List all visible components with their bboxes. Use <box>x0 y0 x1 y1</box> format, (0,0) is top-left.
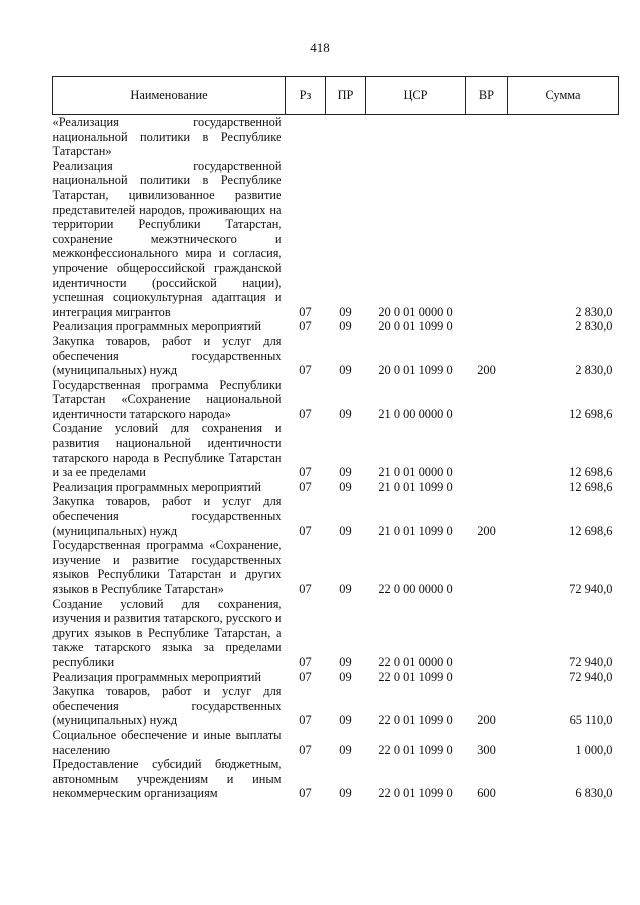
row-vr: 600 <box>477 786 496 801</box>
row-rz: 07 <box>299 713 312 728</box>
row-pr: 09 <box>339 669 352 684</box>
row-pr: 09 <box>339 582 352 596</box>
row-csr: 20 0 01 1099 0 <box>378 363 453 378</box>
row-vr: 200 <box>477 523 496 538</box>
row-name: Социальное обеспечение и иные выплаты населению <box>52 727 282 757</box>
row-csr: 22 0 01 1099 0 <box>378 786 453 801</box>
table-row <box>53 115 619 159</box>
row-pr <box>326 115 366 159</box>
row-csr: 21 0 01 1099 0 <box>378 523 453 538</box>
table-row <box>53 757 619 801</box>
header-sum: Сумма <box>508 77 619 115</box>
row-name: Государственная программа «Сохранение, изучение и развитие государственных языков Республики Татарстан и других языков в Республике Татарстан» <box>52 538 282 596</box>
row-csr: 21 0 01 0000 0 <box>378 465 453 480</box>
table-row <box>53 670 619 685</box>
row-vr: 200 <box>477 713 496 728</box>
row-rz: 07 <box>299 304 312 319</box>
row-vr <box>466 670 508 685</box>
row-sum: 2 830,0 <box>575 319 613 334</box>
table-row <box>53 421 619 479</box>
header-name: Наименование <box>53 77 286 115</box>
row-sum: 6 830,0 <box>575 786 613 801</box>
row-csr: 21 0 01 1099 0 <box>378 479 453 494</box>
row-pr: 09 <box>339 523 352 538</box>
row-sum <box>508 115 619 159</box>
table-row <box>53 538 619 596</box>
row-pr: 09 <box>339 304 352 319</box>
row-csr: 22 0 00 0000 0 <box>378 582 453 596</box>
row-sum: 12 698,6 <box>569 465 613 480</box>
row-csr: 22 0 01 1099 0 <box>378 742 453 757</box>
row-sum: 72 940,0 <box>569 582 613 596</box>
row-csr: 21 0 00 0000 0 <box>378 406 453 421</box>
row-vr <box>466 538 508 596</box>
table-row <box>53 684 619 728</box>
row-name: Реализация программных мероприятий <box>52 319 262 334</box>
table-row <box>53 334 619 378</box>
budget-table <box>52 76 619 801</box>
table-row <box>53 728 619 757</box>
row-pr: 09 <box>339 713 352 728</box>
row-rz: 07 <box>299 319 312 334</box>
table-body <box>53 115 619 801</box>
row-vr: 200 <box>477 363 496 378</box>
row-rz: 07 <box>299 363 312 378</box>
row-csr <box>366 115 466 159</box>
header-rz: Рз <box>286 77 326 115</box>
row-pr: 09 <box>339 363 352 378</box>
row-name: Реализация государственной национальной политики в Республике Татарстан, цивилизованное развитие представителей народов, проживающих на территории Республики Татарстан, сохранение межэтнического и межконфессионального мира и согласия, упрочение общероссийской гражданской идентичности (российской нации), успешная социокультурная адаптация и интеграция мигрантов <box>52 158 282 319</box>
row-name: Реализация программных мероприятий <box>52 479 262 494</box>
row-csr: 22 0 01 1099 0 <box>378 669 453 684</box>
header-vr: ВР <box>466 77 508 115</box>
row-name: Закупка товаров, работ и услуг для обеспечения государственных (муниципальных) нужд <box>52 684 282 728</box>
table-row <box>53 494 619 538</box>
row-pr: 09 <box>339 786 352 801</box>
row-pr: 09 <box>339 465 352 480</box>
table-row <box>53 597 619 670</box>
table-header <box>53 77 619 115</box>
row-csr: 20 0 01 0000 0 <box>378 304 453 319</box>
row-rz: 07 <box>299 742 312 757</box>
row-rz: 07 <box>299 465 312 480</box>
row-vr: 300 <box>477 742 496 757</box>
table-row <box>53 378 619 422</box>
table-row <box>53 159 619 320</box>
row-rz: 07 <box>299 523 312 538</box>
page-number: 418 <box>310 40 330 55</box>
row-sum: 12 698,6 <box>569 479 613 494</box>
row-sum: 2 830,0 <box>575 304 613 319</box>
row-vr <box>466 115 508 159</box>
row-name: Предоставление субсидий бюджетным, автономным учреждениям и иным некоммерческим организациям <box>52 757 282 801</box>
row-vr <box>466 378 508 422</box>
header-csr: ЦСР <box>366 77 466 115</box>
row-sum: 12 698,6 <box>569 406 613 421</box>
row-pr: 09 <box>339 479 352 494</box>
row-vr <box>466 597 508 670</box>
row-rz: 07 <box>299 406 312 421</box>
row-name: Государственная программа Республики Татарстан «Сохранение национальной идентичности татарского народа» <box>52 377 282 421</box>
row-sum: 1 000,0 <box>575 742 613 757</box>
row-vr <box>466 319 508 334</box>
table-row <box>53 319 619 334</box>
row-csr: 20 0 01 1099 0 <box>378 319 453 334</box>
row-pr: 09 <box>339 406 352 421</box>
row-csr: 22 0 01 1099 0 <box>378 713 453 728</box>
row-vr <box>466 421 508 479</box>
row-vr <box>466 480 508 495</box>
row-rz <box>286 115 326 159</box>
row-pr: 09 <box>339 742 352 757</box>
row-name: Создание условий для сохранения, изучения и развития татарского, русского и других языков в Республике Татарстан, а также татарского языка за пределами республики <box>52 596 282 669</box>
row-sum: 12 698,6 <box>569 523 613 538</box>
table-row <box>53 480 619 495</box>
row-rz: 07 <box>299 786 312 801</box>
row-name: Реализация программных мероприятий <box>52 669 262 684</box>
row-sum: 72 940,0 <box>569 669 613 684</box>
row-name: «Реализация государственной национальной политики в Республике Татарстан» <box>52 115 282 159</box>
row-pr: 09 <box>339 319 352 334</box>
row-name: Создание условий для сохранения и развития национальной идентичности татарского народа в Республике Татарстан и за ее пределами <box>52 421 282 480</box>
row-csr: 22 0 01 0000 0 <box>378 654 453 669</box>
row-rz: 07 <box>299 669 312 684</box>
row-pr: 09 <box>339 654 352 669</box>
row-rz: 07 <box>299 654 312 669</box>
row-sum: 65 110,0 <box>569 713 613 728</box>
row-sum: 72 940,0 <box>569 654 613 669</box>
row-name: Закупка товаров, работ и услуг для обеспечения государственных (муниципальных) нужд <box>52 333 282 378</box>
row-name: Закупка товаров, работ и услуг для обеспечения государственных (муниципальных) нужд <box>52 494 282 538</box>
header-pr: ПР <box>326 77 366 115</box>
row-sum: 2 830,0 <box>575 363 613 378</box>
row-vr <box>466 159 508 320</box>
row-rz: 07 <box>299 479 312 494</box>
row-rz: 07 <box>299 582 312 596</box>
